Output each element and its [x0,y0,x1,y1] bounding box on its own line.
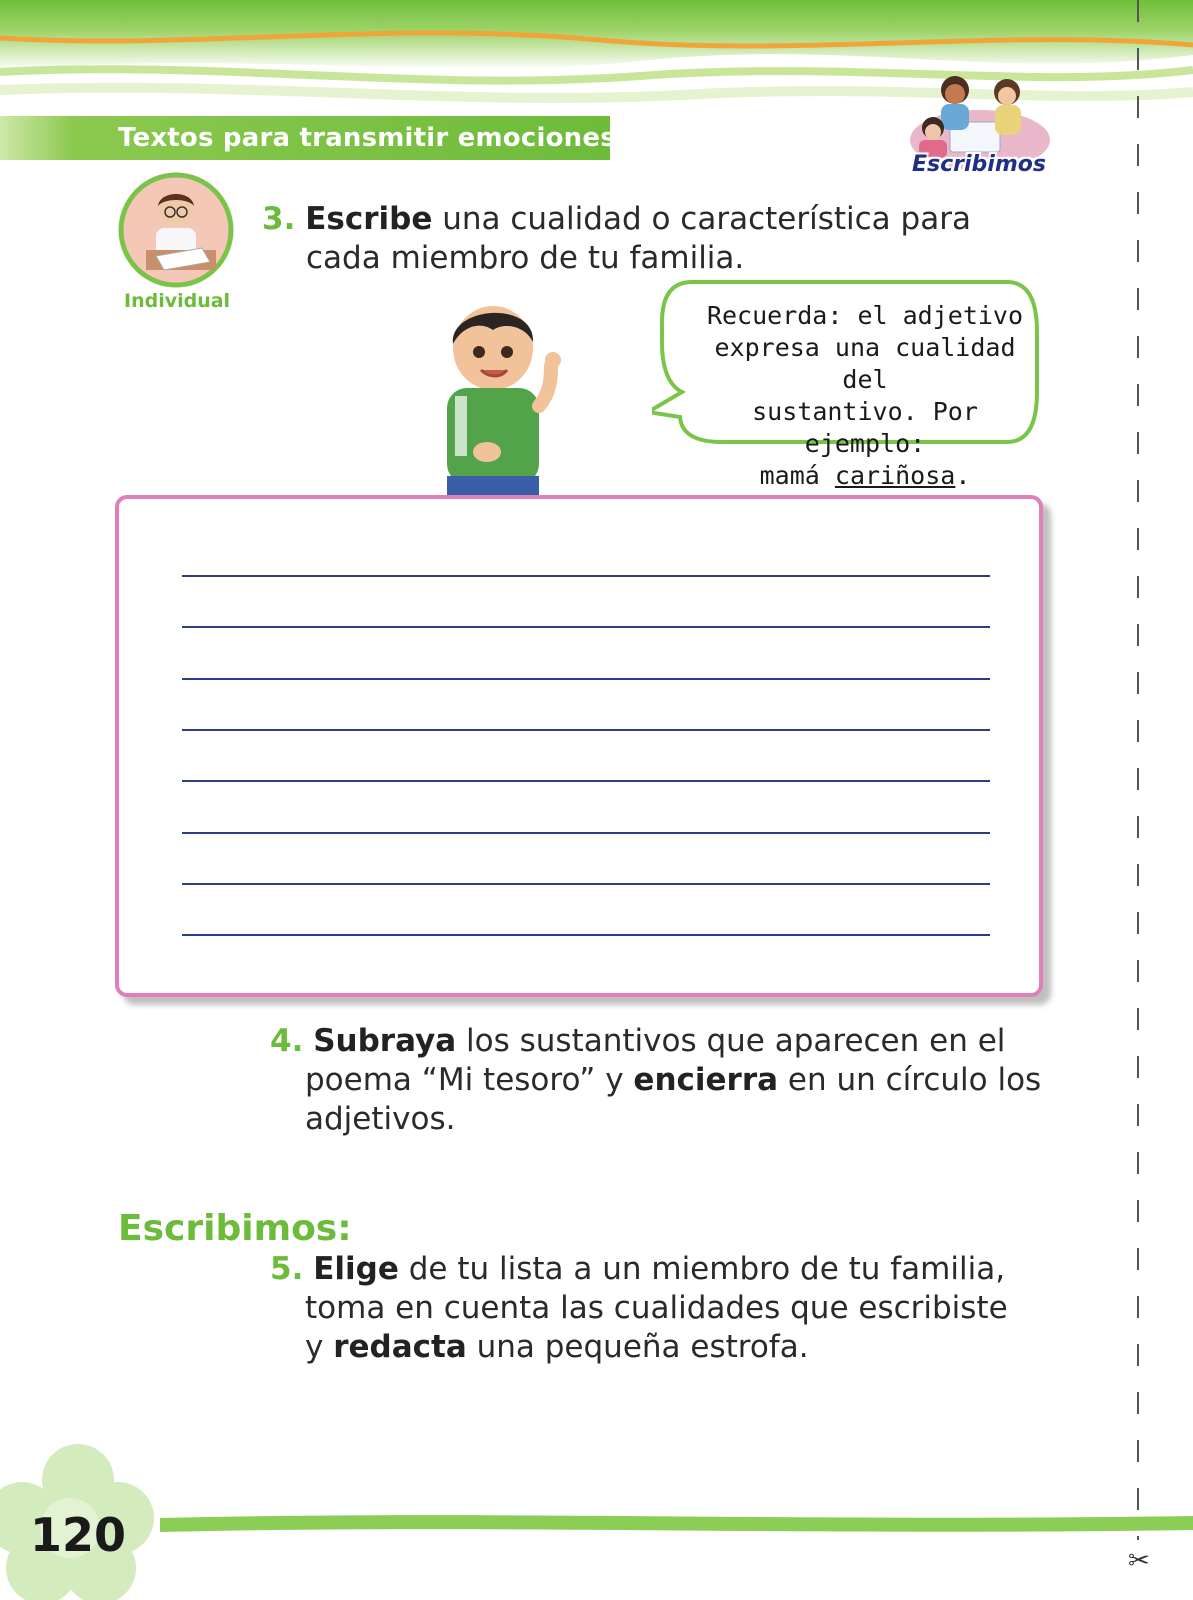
section-title-escribimos: Escribimos: [118,1208,352,1249]
dashed-cut-line [1137,0,1139,1540]
task-3-verb: Escribe [305,201,433,237]
task-5-number: 5. [270,1251,304,1287]
task-3-text-1: una cualidad o característica para [432,201,971,237]
task-4-verb-1: Subraya [313,1023,457,1059]
writing-line[interactable] [182,678,990,680]
task-4-line-3: adjetivos. [305,1101,456,1137]
writing-line[interactable] [182,883,990,885]
section-header-title: Textos para transmitir emociones [118,123,616,153]
individual-work-icon [116,170,236,290]
task-3-line-1 [262,200,971,239]
task-4-verb-2: encierra [633,1062,779,1098]
page-number: 120 [30,1508,127,1562]
bubble-line-4 [690,460,1040,492]
task-4-text-2-pre: poema “Mi tesoro” y [305,1062,634,1098]
scissors-icon: ✂ [1128,1545,1150,1575]
task-5-line-2: toma en cuenta las cualidades que escribiste [305,1290,1008,1326]
bubble-line-2: expresa una cualidad del [714,333,1016,394]
activity-type-badge: Escribimos [912,152,1046,177]
writing-line[interactable] [182,626,990,628]
bubble-line-4-post: . [955,461,971,490]
bubble-line-1: Recuerda: el adjetivo [706,301,1024,330]
bubble-line-3: sustantivo. Por ejemplo: [752,397,978,458]
writing-line[interactable] [182,934,990,936]
writing-line[interactable] [182,575,990,577]
bubble-line-4-pre: mamá [759,461,835,490]
writing-line[interactable] [182,832,990,834]
task-5-verb-2: redacta [333,1329,467,1365]
task-5-line-3 [305,1328,809,1367]
boy-illustration [435,296,575,496]
task-3-number: 3. [262,201,296,237]
task-5-line-1 [270,1250,1005,1289]
task-3-line-2: cada miembro de tu familia. [306,240,745,276]
writing-line[interactable] [182,780,990,782]
writing-area-box[interactable] [115,495,1043,997]
task-5-verb-1: Elige [313,1251,399,1287]
individual-label: Individual [124,290,231,312]
writing-line[interactable] [182,729,990,731]
task-4-text-2-post: en un círculo los [778,1062,1042,1098]
task-4-line-1 [270,1022,1005,1061]
task-5-text-1: de tu lista a un miembro de tu familia, [398,1251,1006,1287]
task-5-text-3-pre: y [305,1329,334,1365]
task-4-line-2 [305,1061,1041,1100]
example-adjective: cariñosa [834,461,956,490]
speech-bubble-text [690,300,1040,492]
bottom-flower-decoration [0,1440,1193,1600]
task-4-text-1: los sustantivos que aparecen en el [456,1023,1006,1059]
task-5-text-3-post: una pequeña estrofa. [466,1329,809,1365]
task-4-number: 4. [270,1023,304,1059]
